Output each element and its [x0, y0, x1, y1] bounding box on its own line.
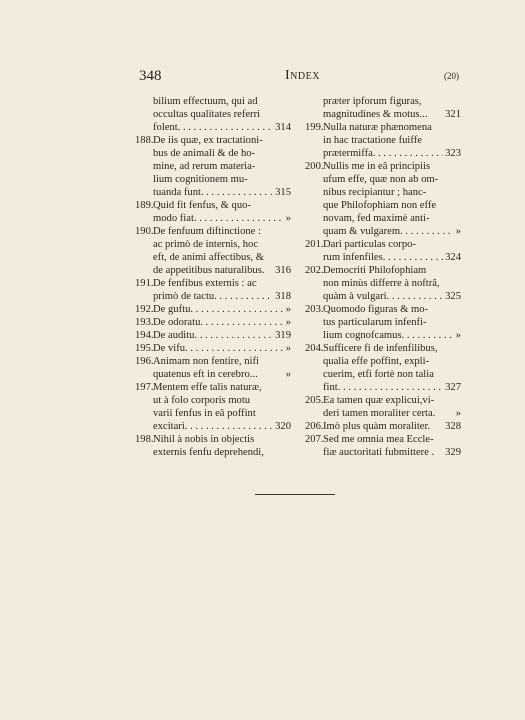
leader-dots — [194, 329, 273, 342]
entry-text-line: varii fenfus in eâ poffint — [153, 408, 256, 419]
index-entry — [135, 303, 291, 316]
leader-dots — [214, 290, 273, 303]
entry-number: 200. — [305, 161, 324, 172]
leader-dots — [200, 316, 283, 329]
entry-text-line: quàm à vulgari — [323, 291, 387, 302]
entry-page-ref: 327 — [445, 382, 461, 393]
entry-last-line — [153, 329, 291, 342]
leader-dots — [201, 186, 273, 199]
index-entry — [305, 238, 461, 264]
index-entry — [305, 160, 461, 238]
entry-last-line — [323, 446, 461, 459]
entry-text-line: folent — [153, 122, 178, 133]
entry-page-ref: » — [455, 408, 461, 419]
entry-text-line: ac primò de internis, hoc — [153, 239, 259, 250]
entry-text-line: Imò plus quàm moraliter. — [323, 421, 431, 432]
leader-dots — [190, 303, 283, 316]
entry-number: 195. — [135, 343, 154, 354]
index-entry — [135, 95, 291, 134]
index-entry — [305, 95, 461, 121]
index-entry — [135, 355, 291, 381]
index-entry — [305, 420, 461, 433]
entry-text-line: Sufficere fi de infenfilibus, — [323, 343, 438, 354]
entry-number: 188. — [135, 135, 154, 146]
entry-text-line: magnitudines & motus... — [323, 109, 428, 120]
entry-last-line — [153, 420, 291, 433]
entry-last-line — [323, 420, 461, 433]
entry-page-ref: 316 — [275, 265, 291, 276]
entry-number: 197. — [135, 382, 154, 393]
leader-dots — [194, 212, 284, 225]
entry-number: 190. — [135, 226, 154, 237]
entry-text-line: tuanda funt — [153, 187, 201, 198]
leader-dots — [185, 342, 284, 355]
entry-text-line: Nihil à nobis in objectis — [153, 434, 255, 445]
index-entry — [135, 316, 291, 329]
leader-dots — [387, 290, 444, 303]
entry-last-line — [153, 212, 291, 225]
entry-text-line: nibus recipiantur ; hanc- — [323, 187, 427, 198]
entry-text-line: De odoratu — [153, 317, 201, 328]
index-entry — [305, 264, 461, 303]
entry-text-line: que Philofophiam non effe — [323, 200, 437, 211]
entry-number: 193. — [135, 317, 154, 328]
entry-number: 204. — [305, 343, 324, 354]
index-entry — [305, 303, 461, 342]
entry-last-line — [323, 225, 461, 238]
entry-page-ref: 324 — [445, 252, 461, 263]
entry-page-ref: » — [455, 226, 461, 237]
entry-text-line: prætermiffa — [323, 148, 373, 159]
entry-last-line — [153, 290, 291, 303]
entry-text-line: fint — [323, 382, 338, 393]
entry-text-line: Animam non fentire, nifi — [153, 356, 259, 367]
entry-number: 191. — [135, 278, 154, 289]
entry-text-line: mine, ad rerum materia- — [153, 161, 256, 172]
entry-number: 196. — [135, 356, 154, 367]
entry-page-ref: » — [285, 343, 291, 354]
index-entry — [135, 199, 291, 225]
entry-text-line: Ea tamen quæ explicui,vi- — [323, 395, 435, 406]
entry-text-line: Democriti Philofophiam — [323, 265, 427, 276]
entry-text-line: bilium effectuum, qui ad — [153, 96, 258, 107]
running-title: Index — [285, 68, 320, 83]
entry-page-ref: 315 — [275, 187, 291, 198]
entry-last-line — [323, 329, 461, 342]
entry-text-line: tus particularum infenfi- — [323, 317, 427, 328]
entry-number: 201. — [305, 239, 324, 250]
index-entry — [135, 329, 291, 342]
index-entry — [305, 433, 461, 459]
entry-last-line — [323, 290, 461, 303]
entry-text-line: externis fenfu deprehendi, — [153, 447, 264, 458]
entry-last-line — [153, 316, 291, 329]
entry-last-line — [153, 186, 291, 199]
entry-text-line: præter ipforum figuras, — [323, 96, 422, 107]
index-entry — [305, 394, 461, 420]
entry-text-line: Quomodo figuras & mo- — [323, 304, 429, 315]
entry-text-line: novam, fed maximè anti- — [323, 213, 430, 224]
entry-text-line: in hac tractatione fuiffe — [323, 135, 422, 146]
entry-last-line — [323, 108, 461, 121]
entry-text-line: De guftu — [153, 304, 191, 315]
entry-text-line: De fenfibus externis : ac — [153, 278, 257, 289]
index-entry — [305, 342, 461, 394]
leader-dots — [338, 381, 443, 394]
entry-text-line: Nullis me in eâ principiis — [323, 161, 431, 172]
entry-page-ref: » — [285, 304, 291, 315]
page-header — [139, 68, 459, 88]
entry-text-line: Dari particulas corpo- — [323, 239, 416, 250]
index-entry — [135, 225, 291, 277]
entry-number: 189. — [135, 200, 154, 211]
entry-number: 199. — [305, 122, 324, 133]
entry-text-line: Quid fit fenfus, & quo- — [153, 200, 251, 211]
entry-number: 207. — [305, 434, 324, 445]
index-entry — [135, 381, 291, 433]
index-entry — [135, 342, 291, 355]
entry-number: 198. — [135, 434, 154, 445]
section-number: (20) — [444, 71, 459, 81]
entry-page-ref: » — [285, 317, 291, 328]
entry-text-line: non minùs differre à noftrâ, — [323, 278, 440, 289]
entry-page-ref: » — [285, 369, 291, 380]
entry-text-line: eft, de animi affectibus, & — [153, 252, 265, 263]
entry-text-line: qualia effe poffint, expli- — [323, 356, 430, 367]
entry-page-ref: 328 — [445, 421, 461, 432]
index-column-left — [135, 95, 291, 459]
entry-number: 203. — [305, 304, 324, 315]
entry-text-line: excitari — [153, 421, 185, 432]
index-column-right — [305, 95, 461, 459]
entry-text-line: ufum effe, quæ non ab om- — [323, 174, 439, 185]
entry-last-line — [323, 251, 461, 264]
leader-dots — [178, 121, 273, 134]
entry-text-line: bus de animali & de ho- — [153, 148, 256, 159]
entry-text-line: modo fiat — [153, 213, 194, 224]
index-entry — [305, 121, 461, 160]
entry-text-line: Mentem effe talis naturæ, — [153, 382, 262, 393]
entry-text-line: Sed me omnia mea Eccle- — [323, 434, 434, 445]
entry-page-ref: 323 — [445, 148, 461, 159]
entry-page-ref: » — [285, 213, 291, 224]
entry-last-line — [323, 381, 461, 394]
leader-dots — [373, 147, 443, 160]
entry-text-line: de appetitibus naturalibus. — [153, 265, 265, 276]
entry-text-line: cuerim, etfi fortè non talia — [323, 369, 434, 380]
entry-last-line — [323, 407, 461, 420]
index-entry — [135, 277, 291, 303]
entry-number: 205. — [305, 395, 324, 406]
page-number: 348 — [139, 68, 162, 84]
entry-page-ref: 319 — [275, 330, 291, 341]
entry-last-line — [153, 121, 291, 134]
entry-page-ref: 329 — [445, 447, 461, 458]
closing-rule — [255, 494, 335, 495]
entry-text-line: primò de tactu — [153, 291, 215, 302]
entry-page-ref: 314 — [275, 122, 291, 133]
entry-text-line: rum infenfiles — [323, 252, 383, 263]
entry-last-line — [153, 368, 291, 381]
entry-text-line: lium cognofcamus — [323, 330, 402, 341]
entry-text-line: Nulla naturæ phænomena — [323, 122, 432, 133]
entry-last-line — [153, 303, 291, 316]
entry-last-line — [323, 147, 461, 160]
entry-number: 194. — [135, 330, 154, 341]
entry-text-line: De vifu — [153, 343, 186, 354]
entry-page-ref: 318 — [275, 291, 291, 302]
entry-text-line: De auditu — [153, 330, 195, 341]
entry-text-line: deri tamen moraliter certa. — [323, 408, 436, 419]
entry-text-line: lium cognitionem mu- — [153, 174, 248, 185]
entry-last-line — [153, 342, 291, 355]
index-entry — [135, 433, 291, 459]
entry-text-line: quatenus eft in cerebro... — [153, 369, 258, 380]
entry-text-line: fiæ auctoritati fubmittere . — [323, 447, 435, 458]
entry-number: 192. — [135, 304, 154, 315]
entry-page-ref: 325 — [445, 291, 461, 302]
entry-page-ref — [289, 446, 291, 459]
leader-dots — [402, 329, 454, 342]
entry-number: 202. — [305, 265, 324, 276]
leader-dots — [383, 251, 443, 264]
entry-text-line: quam & vulgarem — [323, 226, 401, 237]
entry-page-ref: 321 — [445, 109, 461, 120]
entry-text-line: occultas qualitates referri — [153, 109, 261, 120]
index-entry — [135, 134, 291, 199]
entry-text-line: De iis quæ, ex tractationi- — [153, 135, 263, 146]
entry-page-ref: » — [455, 330, 461, 341]
entry-last-line — [153, 446, 291, 459]
entry-page-ref: 320 — [275, 421, 291, 432]
leader-dots — [400, 225, 454, 238]
entry-text-line: De fenfuum diftinctione : — [153, 226, 261, 237]
entry-number: 206. — [305, 421, 324, 432]
entry-text-line: ut à folo corporis motu — [153, 395, 251, 406]
leader-dots — [185, 420, 273, 433]
entry-last-line — [153, 264, 291, 277]
